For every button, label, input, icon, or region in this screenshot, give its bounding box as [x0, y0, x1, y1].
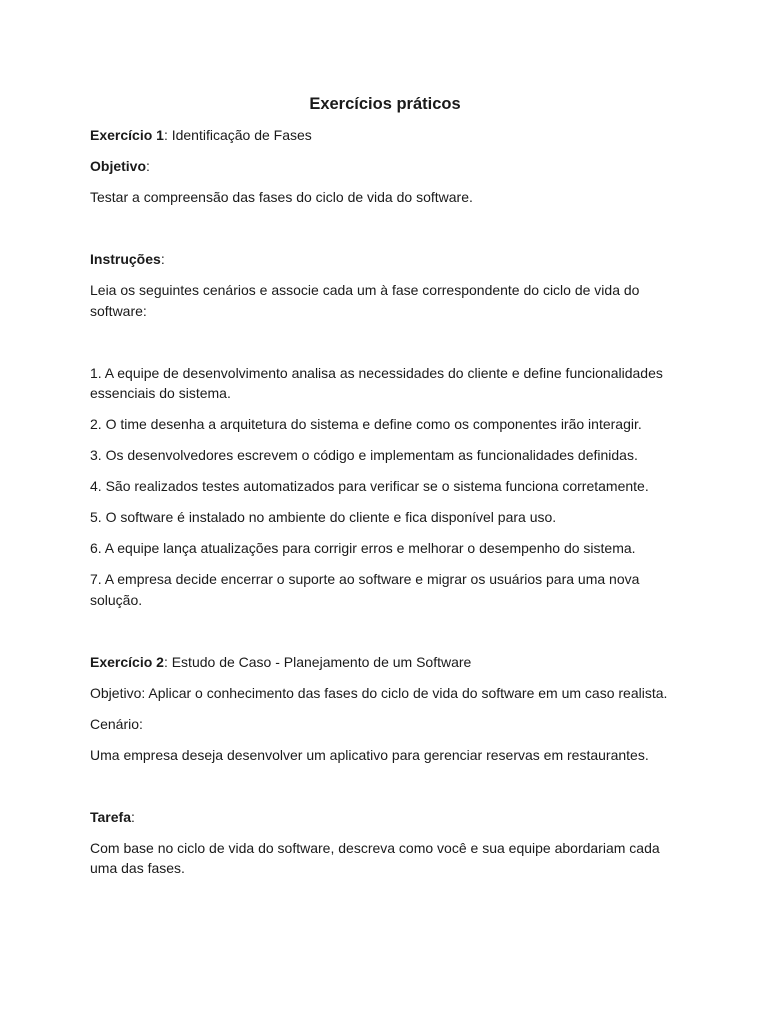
spacer [90, 621, 680, 652]
scenario-item-3: 3. Os desenvolvedores escrevem o código e implementam as funcionalidades definidas. [90, 447, 638, 463]
exercise2-objective-text: Objetivo: Aplicar o conhecimento das fases do ciclo de vida do software em um caso realista. [90, 684, 668, 701]
exercise1-heading [90, 125, 680, 146]
exercise1-instructions-heading [90, 249, 680, 270]
spacer [90, 332, 680, 363]
exercise1-objective-heading [90, 156, 680, 177]
scenario-item-5: 5. O software é instalado no ambiente do cliente e fica disponível para uso. [90, 509, 557, 525]
exercise2-heading [90, 652, 680, 673]
scenario-item-7: 7. A empresa decide encerrar o suporte ao software e migrar os usuários para uma nova solução. [90, 571, 640, 608]
exercise1-objective-label: Objetivo [90, 158, 147, 174]
exercise1-heading-label: Exercício 1 [90, 127, 164, 143]
exercise1-objective-colon: : [146, 158, 150, 174]
exercise2-task-colon: : [130, 808, 135, 825]
exercise1-heading-text: : Identificação de Fases [163, 127, 312, 143]
exercise2-heading-text: : Estudo de Caso - Planejamento de um Software [163, 653, 472, 670]
exercise2-task-label: Tarefa [90, 808, 131, 825]
scenario-item-2: 2. O time desenha a arquitetura do sistema e define como os componentes irão interagir. [90, 416, 642, 432]
exercise2-scenario-label: Cenário: [90, 715, 143, 732]
exercise2-heading-label: Exercício 2 [90, 653, 164, 670]
exercise2-scenario-text: Uma empresa deseja desenvolver um aplicativo para gerenciar reservas em restaurantes. [90, 746, 649, 763]
exercise2-task-text: Com base no ciclo de vida do software, descreva como você e sua equipe abordariam cada uma das fases. [90, 839, 660, 876]
document-page [90, 93, 680, 889]
exercise1-instructions-label: Instruções [90, 251, 161, 267]
exercise1-objective-text: Testar a compreensão das fases do ciclo de vida do software. [90, 189, 473, 205]
scenario-item-1: 1. A equipe de desenvolvimento analisa as necessidades do cliente e define funcionalidades essenciais do sistema. [90, 364, 663, 401]
document-title: Exercícios práticos [309, 95, 461, 113]
exercise1-instructions-text: Leia os seguintes cenários e associe cada um à fase correspondente do ciclo de vida do software: [90, 282, 640, 319]
exercise1-instructions-colon: : [160, 251, 165, 267]
spacer [90, 776, 680, 807]
exercise2-task-heading [90, 807, 680, 828]
scenario-item-4: 4. São realizados testes automatizados para verificar se o sistema funciona corretamente. [90, 478, 649, 494]
spacer [90, 218, 680, 249]
scenario-item-6: 6. A equipe lança atualizações para corrigir erros e melhorar o desempenho do sistema. [90, 540, 636, 556]
